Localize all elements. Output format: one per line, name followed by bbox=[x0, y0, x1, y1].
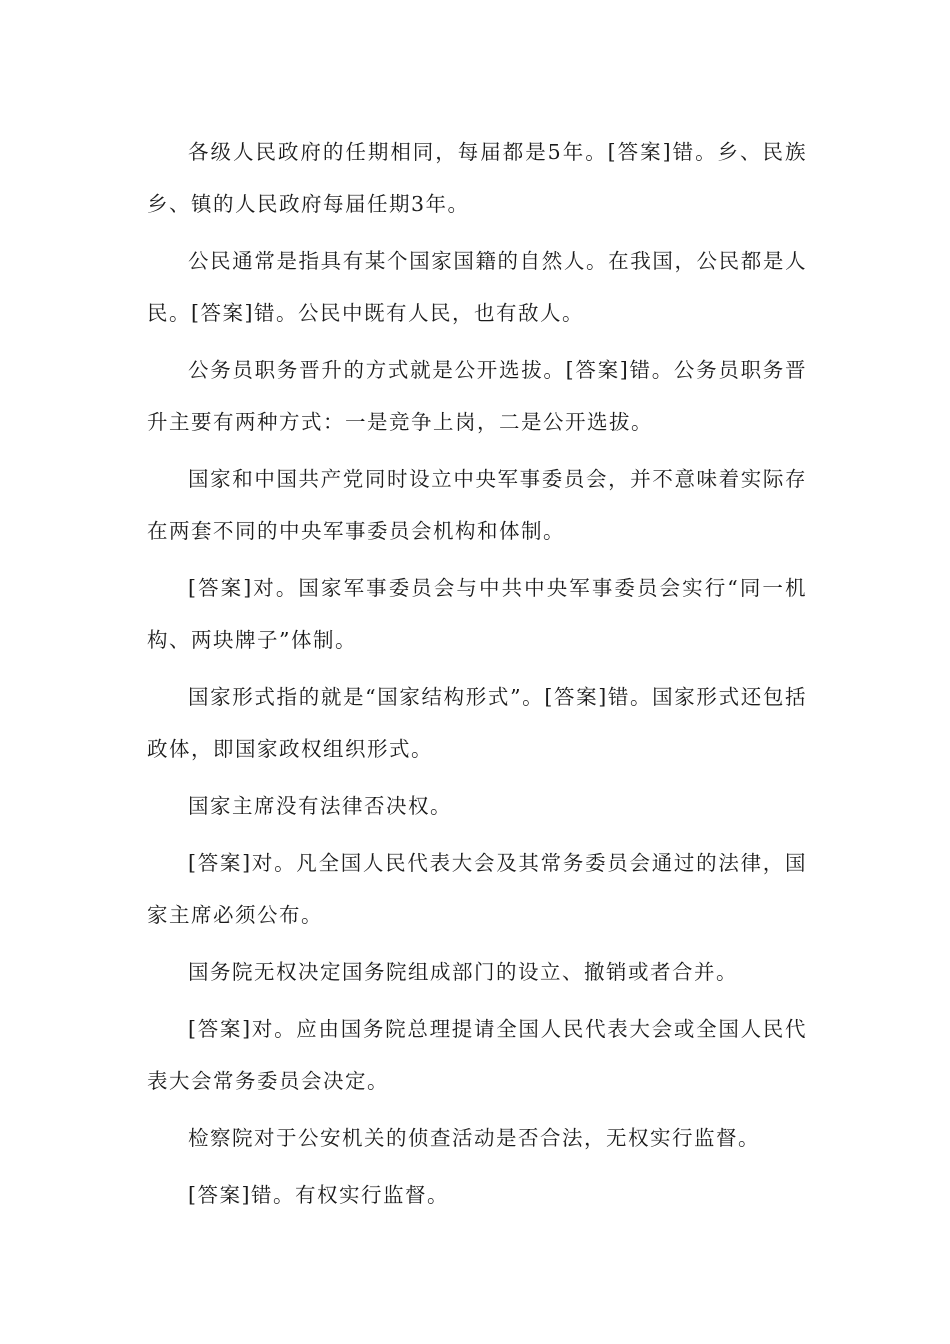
paragraph-president-veto-question: 国家主席没有法律否决权。 bbox=[188, 794, 452, 818]
paragraph-military-commission-answer: [答案]对。国家军事委员会与中共中央军事委员会实行“同一机构、两块牌子”体制。 bbox=[147, 576, 807, 652]
paragraph-civil-servant-promotion: 公务员职务晋升的方式就是公开选拔。[答案]错。公务员职务晋升主要有两种方式：一是竞争上岗，二是公开选拔。 bbox=[147, 358, 807, 434]
paragraph-state-council-question: 国务院无权决定国务院组成部门的设立、撤销或者合并。 bbox=[188, 960, 738, 984]
paragraph-procuratorate-question: 检察院对于公安机关的侦查活动是否合法，无权实行监督。 bbox=[188, 1126, 760, 1150]
paragraph-president-veto-answer: [答案]对。凡全国人民代表大会及其常务委员会通过的法律，国家主席必须公布。 bbox=[147, 851, 807, 927]
paragraph-procuratorate-answer: [答案]错。有权实行监督。 bbox=[188, 1183, 449, 1207]
paragraph-military-commission-question: 国家和中国共产党同时设立中央军事委员会，并不意味着实际存在两套不同的中央军事委员会机构和体制。 bbox=[147, 467, 807, 543]
paragraph-state-council-answer: [答案]对。应由国务院总理提请全国人民代表大会或全国人民代表大会常务委员会决定。 bbox=[147, 1017, 807, 1093]
document-body bbox=[147, 126, 807, 1226]
paragraph-citizen: 公民通常是指具有某个国家国籍的自然人。在我国，公民都是人民。[答案]错。公民中既有人民，也有敌人。 bbox=[147, 249, 807, 325]
paragraph-state-form: 国家形式指的就是“国家结构形式”。[答案]错。国家形式还包括政体，即国家政权组织形式。 bbox=[147, 685, 807, 761]
paragraph-term-of-office: 各级人民政府的任期相同，每届都是5年。[答案]错。乡、民族乡、镇的人民政府每届任期3年。 bbox=[147, 140, 807, 216]
